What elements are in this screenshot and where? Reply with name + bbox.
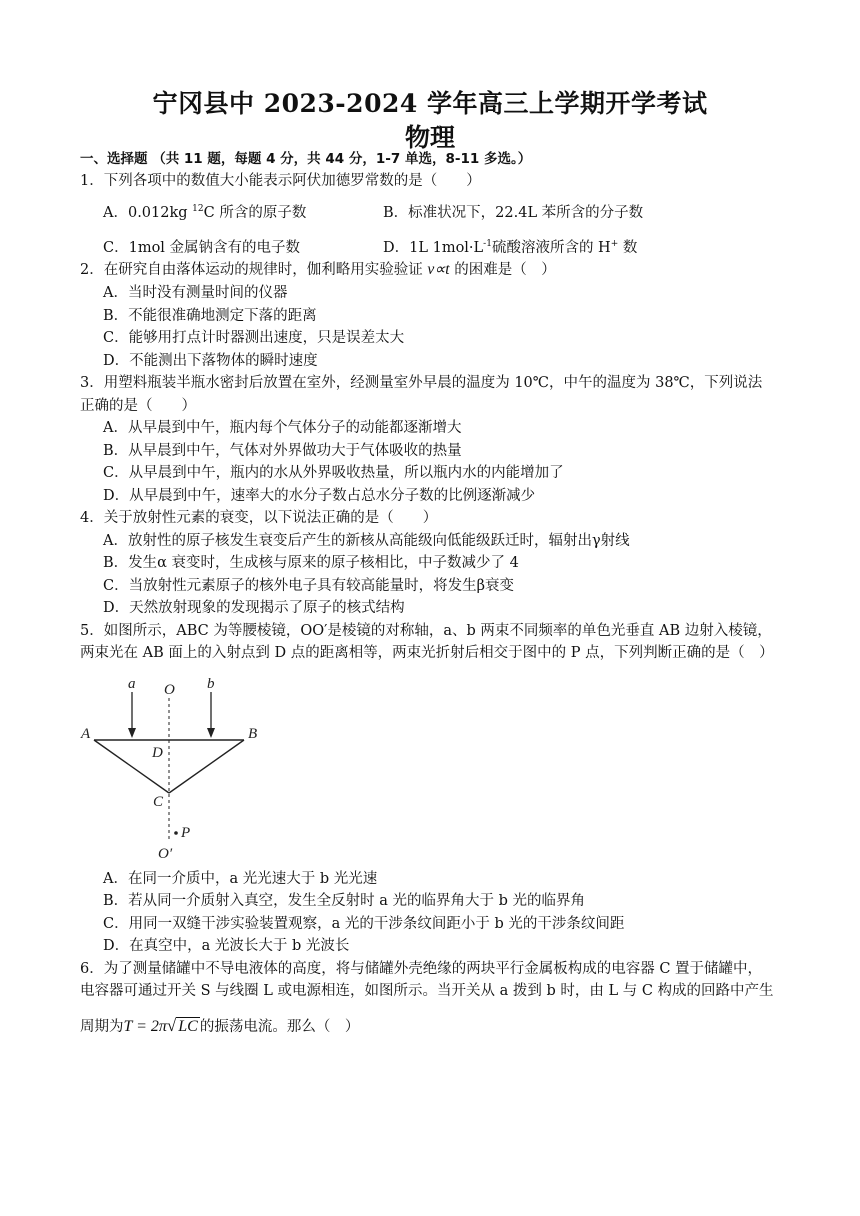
q6-stem-line3: 周期为T = 2π√ LC 的振荡电流。那么（ ） xyxy=(80,1016,360,1035)
q4-option-a: A．放射性的原子核发生衰变后产生的新核从高能级向低能级跃迁时，辐射出γ射线 xyxy=(103,533,630,549)
q4-option-c: C．当放射性元素原子的核外电子具有较高能量时，将发生β衰变 xyxy=(103,578,514,594)
label-B: B xyxy=(248,726,258,742)
prism-diagram xyxy=(78,670,278,865)
q3-option-d: D．从早晨到中午，速率大的水分子数占总水分子数的比例逐渐减少 xyxy=(103,488,536,504)
q4-stem: 4．关于放射性元素的衰变，以下说法正确的是（ ） xyxy=(80,510,438,526)
q4-option-d: D．天然放射现象的发现揭示了原子的核式结构 xyxy=(103,600,405,616)
label-b: b xyxy=(207,676,215,692)
q3-stem-line1: 3．用塑料瓶装半瓶水密封后放置在室外，经测量室外早晨的温度为 10℃，中午的温度为 38℃，下列说法 xyxy=(80,375,763,391)
label-C: C xyxy=(153,794,164,810)
q5-option-c: C．用同一双缝干涉实验装置观察，a 光的干涉条纹间距小于 b 光的干涉条纹间距 xyxy=(103,916,625,932)
q6-stem-line2: 电容器可通过开关 S 与线圈 L 或电源相连，如图所示。当开关从 a 拨到 b 时，由 L 与 C 构成的回路中产生 xyxy=(80,983,774,999)
q3-option-b: B．从早晨到中午，气体对外界做功大于气体吸收的热量 xyxy=(103,443,462,459)
q5-stem-line2: 两束光在 AB 面上的入射点到 D 点的距离相等，两束光折射后相交于图中的 P 点，下列判断正确的是（ ） xyxy=(80,645,774,661)
q4-option-b: B．发生α 衰变时，生成核与原来的原子核相比，中子数减少了 4 xyxy=(103,555,519,571)
period-formula: T = 2π√ LC xyxy=(123,1016,198,1035)
subject-title: 物理 xyxy=(404,123,455,152)
label-o: O xyxy=(164,682,175,698)
q1-option-d: D．1L $1mol\cdot L^{-1}$硫酸溶液所含的 H+ 数 xyxy=(383,239,638,256)
label-a: a xyxy=(128,676,136,692)
label-A: A xyxy=(81,726,91,742)
q1-option-a: A．0.012kg $^{12}$C 所含的原子数 xyxy=(103,204,307,221)
point-p xyxy=(174,831,178,835)
exam-title: 宁冈县中 2023-2024 学年高三上学期开学考试 xyxy=(152,89,708,118)
q5-option-a: A．在同一介质中，a 光光速大于 b 光光速 xyxy=(103,871,378,887)
label-o-prime: O′ xyxy=(158,846,173,862)
q1-option-c: C．1mol 金属钠含有的电子数 xyxy=(103,240,301,256)
q1-stem: 1．下列各项中的数值大小能表示阿伏加德罗常数的是（ ） xyxy=(80,173,481,189)
q5-option-d: D．在真空中，a 光波长大于 b 光波长 xyxy=(103,938,350,954)
q1-option-b: B．标准状况下，22.4L 苯所含的分子数 xyxy=(383,205,644,221)
q2-option-a: A．当时没有测量时间的仪器 xyxy=(103,285,288,301)
label-P: P xyxy=(181,825,191,841)
q3-stem-line2: 正确的是（ ） xyxy=(80,398,196,414)
q2-option-d: D．不能测出下落物体的瞬时速度 xyxy=(103,353,318,369)
q2-option-c: C．能够用打点计时器测出速度，只是误差太大 xyxy=(103,330,405,346)
section-heading: 一、选择题 （共 11 题，每题 4 分，共 44 分，1-7 单选，8-11 多选。） xyxy=(80,151,532,167)
q2-stem: 2．在研究自由落体运动的规律时，伽利略用实验验证 v∝t 的困难是（ ） xyxy=(80,261,556,278)
q3-option-c: C．从早晨到中午，瓶内的水从外界吸收热量，所以瓶内水的内能增加了 xyxy=(103,465,564,481)
q6-stem-line1: 6．为了测量储罐中不导电液体的高度，将与储罐外壳绝缘的两块平行金属板构成的电容器 C 置于储罐中， xyxy=(80,961,763,977)
q3-option-a: A．从早晨到中午，瓶内每个气体分子的动能都逐渐增大 xyxy=(103,420,462,436)
q2-option-b: B．不能很准确地测定下落的距离 xyxy=(103,308,317,324)
q5-stem-line1: 5．如图所示，ABC 为等腰棱镜，OO′是棱镜的对称轴，a、b 两束不同频率的单色光垂直 AB 边射入棱镜， xyxy=(80,623,772,639)
label-D: D xyxy=(152,745,163,761)
q5-option-b: B．若从同一介质射入真空，发生全反射时 a 光的临界角大于 b 光的临界角 xyxy=(103,893,586,909)
